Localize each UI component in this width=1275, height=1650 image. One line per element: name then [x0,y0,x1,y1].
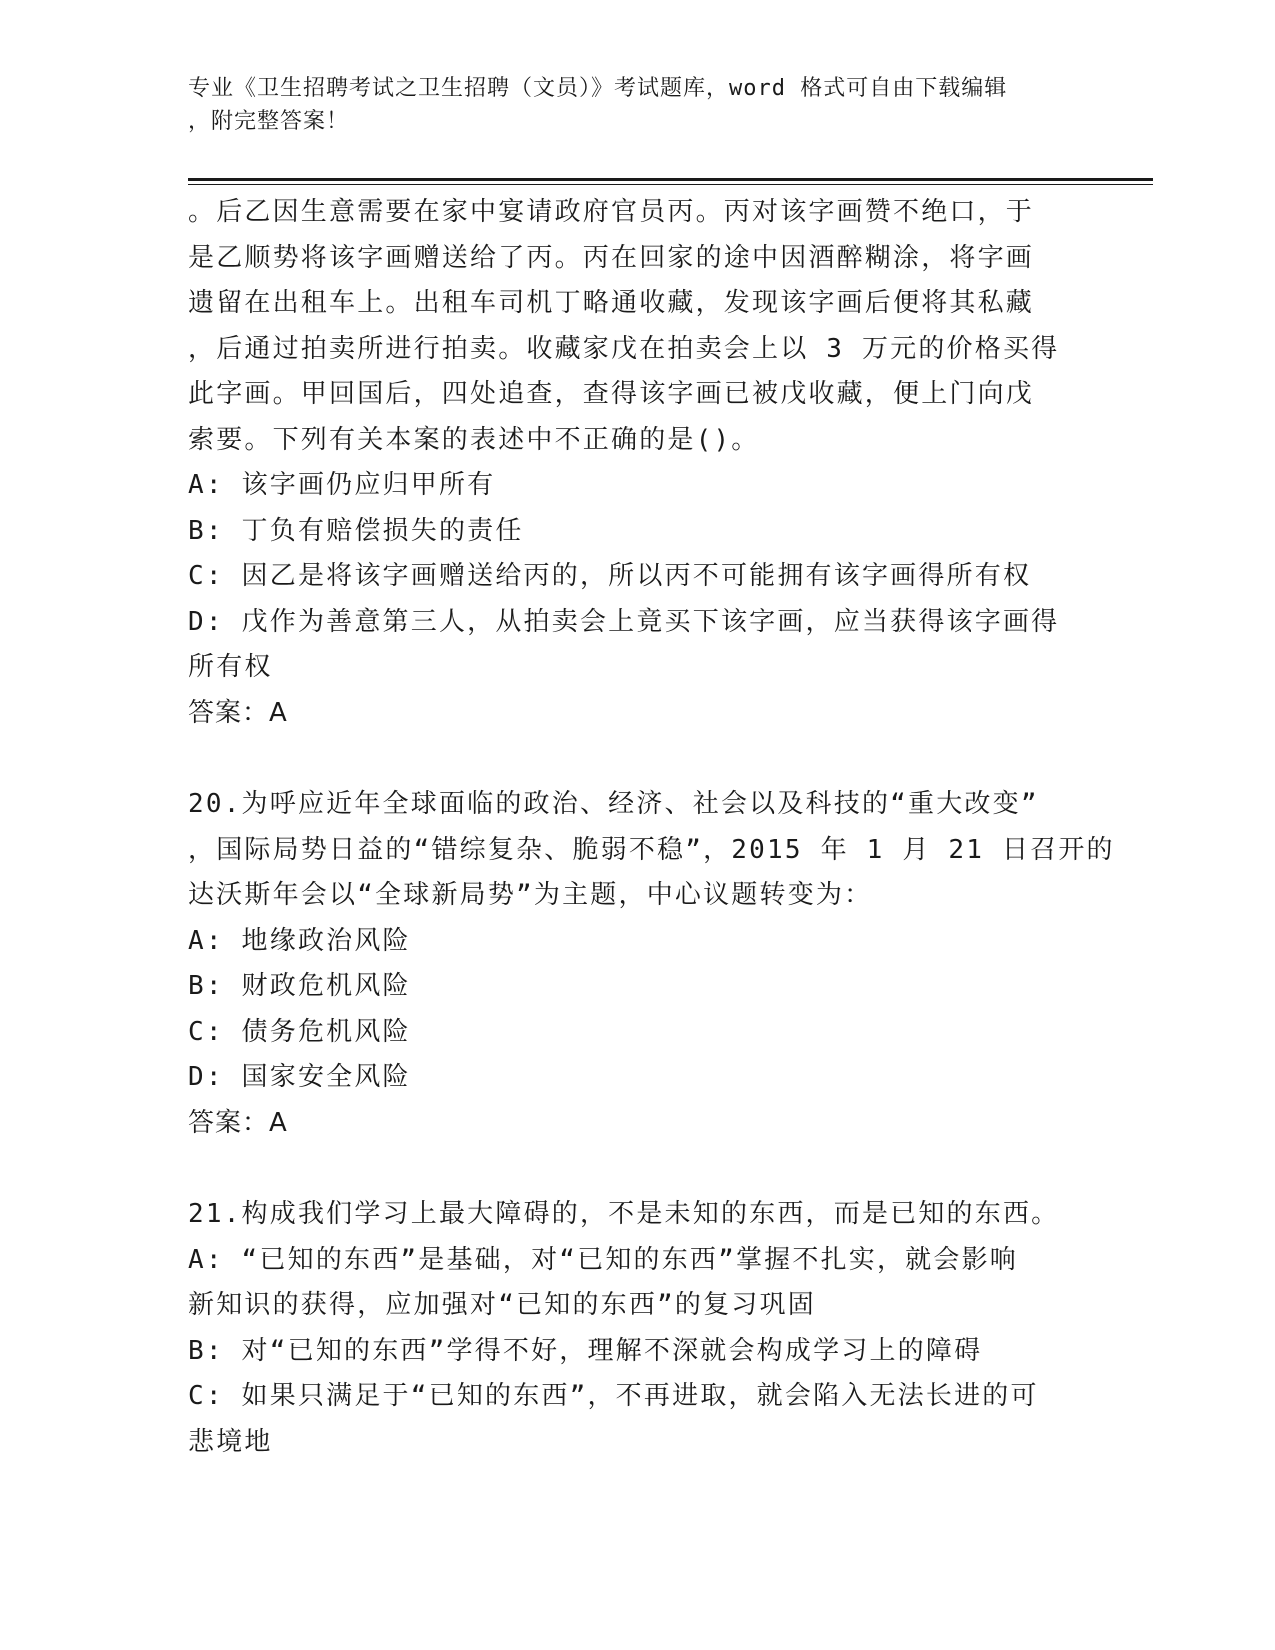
question-19 [188,190,1108,736]
question-spacer [188,1146,1108,1192]
question-21 [188,1192,1108,1465]
header-title-line-1: 专业《卫生招聘考试之卫生招聘（文员）》考试题库，word 格式可自由下载编辑 [188,76,1008,101]
question-stem-line: 索要。下列有关本案的表述中不正确的是()。 [188,424,760,455]
option-a: A: 地缘政治风险 [188,925,411,956]
question-stem-line: ，后通过拍卖所进行拍卖。收藏家戊在拍卖会上以 3 万元的价格买得 [188,333,1060,364]
option-c: C: 因乙是将该字画赠送给丙的，所以丙不可能拥有该字画得所有权 [188,561,1032,591]
question-stem-line: 是乙顺势将该字画赠送给了丙。丙在回家的途中因酒醉糊涂，将字画 [188,242,1035,273]
option-c: C: 债务危机风险 [188,1016,411,1047]
answer-label: 答案：A [188,697,288,728]
question-stem-line: 遗留在出租车上。出租车司机丁略通收藏，发现该字画后便将其私藏 [188,288,1035,318]
question-20 [188,782,1115,1146]
question-stem-line: 达沃斯年会以“全球新局势”为主题，中心议题转变为： [188,880,873,910]
option-b: B: 对“已知的东西”学得不好，理解不深就会构成学习上的障碍 [188,1335,983,1366]
question-stem-line: 。后乙因生意需要在家中宴请政府官员丙。丙对该字画赞不绝口，于 [188,197,1035,227]
question-stem-line: 此字画。甲回国后，四处追查，查得该字画已被戊收藏，便上门向戊 [188,379,1035,409]
header-divider-thin [188,184,1153,185]
option-a: A: “已知的东西”是基础，对“已知的东西”掌握不扎实，就会影响 [188,1244,1018,1275]
option-b: B: 财政危机风险 [188,971,411,1001]
question-spacer [188,736,1108,782]
option-d: D: 戊作为善意第三人，从拍卖会上竟买下该字画，应当获得该字画得 [188,606,1060,637]
question-stem-line: 20.为呼应近年全球面临的政治、经济、社会以及科技的“重大改变” [188,789,1039,819]
option-a: A: 该字画仍应归甲所有 [188,470,496,500]
question-stem-line: 21.构成我们学习上最大障碍的，不是未知的东西，而是已知的东西。 [188,1199,1060,1229]
question-stem-line: ，国际局势日益的“错综复杂、脆弱不稳”，2015 年 1 月 21 日召开的 [188,834,1115,865]
answer-label: 答案：A [188,1107,288,1138]
option-b: B: 丁负有赔偿损失的责任 [188,515,524,546]
option-d: D: 国家安全风险 [188,1062,411,1092]
header-divider-thick [188,178,1153,181]
option-c-continued: 悲境地 [188,1426,273,1457]
document-header [188,72,1068,138]
option-a-continued: 新知识的获得，应加强对“已知的东西”的复习巩固 [188,1290,816,1320]
option-d-continued: 所有权 [188,652,273,682]
header-title-line-2: ，附完整答案！ [188,109,350,134]
option-c: C: 如果只满足于“已知的东西”，不再进取，就会陷入无法长进的可 [188,1381,1039,1411]
document-body [188,190,1115,1465]
